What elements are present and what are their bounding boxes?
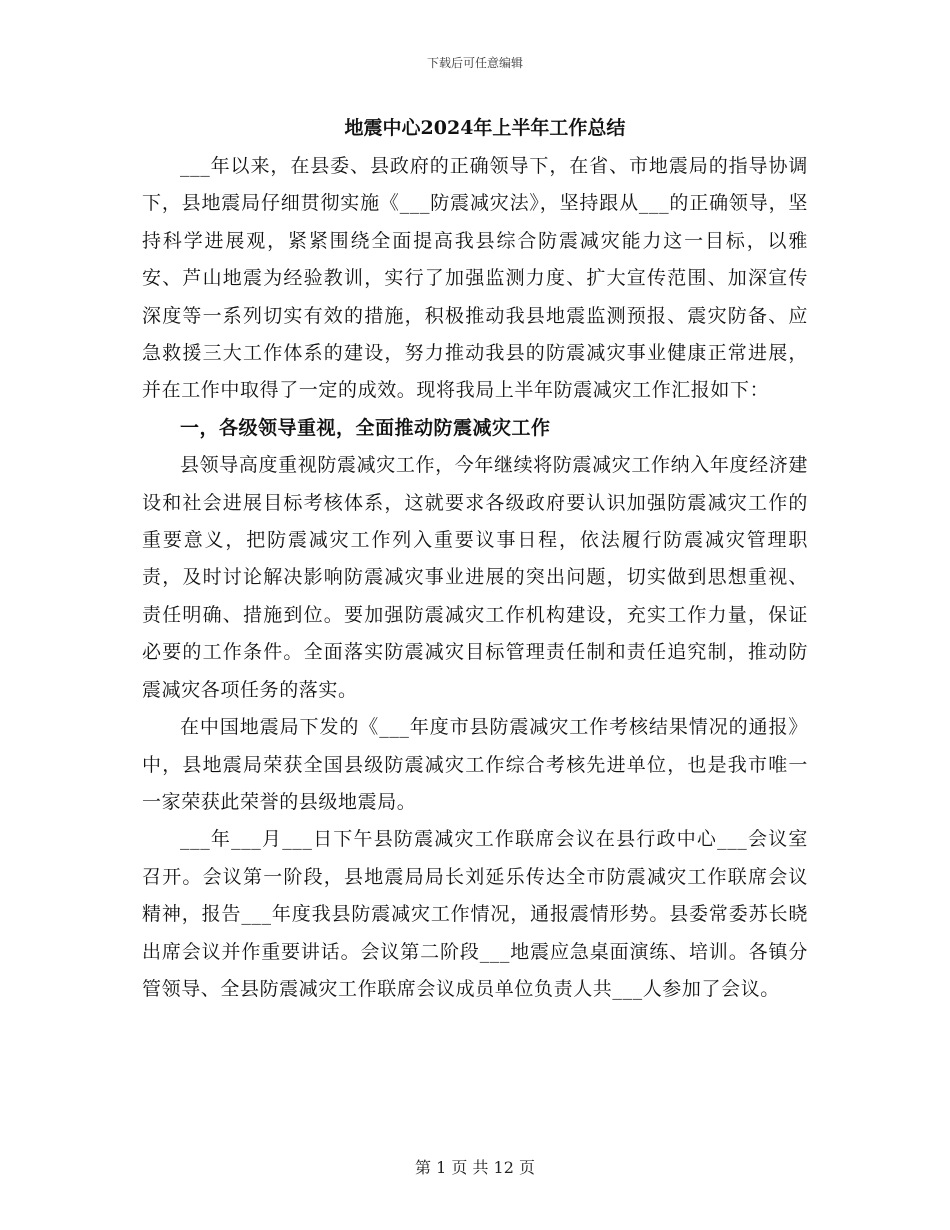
body-paragraph: 在中国地震局下发的《___年度市县防震减灾工作考核结果情况的通报》中，县地震局荣获全国县级防震减灾工作综合考核先进单位，也是我市唯一一家荣获此荣誉的县级地震局。 <box>142 716 808 813</box>
body-paragraph: 县领导高度重视防震减灾工作，今年继续将防震减灾工作纳入年度经济建设和社会进展目标考核体系，这就要求各级政府要认识加强防震减灾工作的重要意义，把防震减灾工作列入重要议事日程，依法履行防震减灾管理职责，及时讨论解决影响防震减灾事业进展的突出问题，切实做到思想重视、责任明确、措施到位。要加强防震减灾工作机构建设，充实工作力量，保证必要的工作条件。全面落实防震减灾目标管理责任制和责任追究制，推动防震减灾各项任务的落实。 <box>142 454 808 701</box>
intro-paragraph: ___年以来，在县委、县政府的正确领导下，在省、市地震局的指导协调下，县地震局仔细贯彻实施《___防震减灾法》，坚持跟从___的正确领导，坚持科学进展观，紧紧围绕全面提高我县综合防震减灾能力这一目标，以雅安、芦山地震为经验教训，实行了加强监测力度、扩大宣传范围、加深宣传深度等一系列切实有效的措施，积极推动我县地震监测预报、震灾防备、应急救援三大工作体系的建设，努力推动我县的防震减灾事业健康正常进展，并在工作中取得了一定的成效。现将我局上半年防震减灾工作汇报如下： <box>142 155 808 402</box>
section-heading: 一，各级领导重视，全面推动防震减灾工作 <box>180 416 551 439</box>
page-header-note: 下载后可任意编辑 <box>426 56 523 70</box>
document-title: 地震中心2024年上半年工作总结 <box>344 117 626 139</box>
document-body <box>142 108 808 1008</box>
page-number: 第 1 页 共 12 页 <box>415 1158 535 1177</box>
body-paragraph: ___年___月___日下午县防震减灾工作联席会议在县行政中心___会议室召开。会议第一阶段，县地震局局长刘延乐传达全市防震减灾工作联席会议精神，报告___年度我县防震减灾工作情况，通报震情形势。县委常委苏长晓出席会议并作重要讲话。会议第二阶段___地震应急桌面演练、培训。各镇分管领导、全县防震减灾工作联席会议成员单位负责人共___人参加了会议。 <box>142 828 808 1000</box>
